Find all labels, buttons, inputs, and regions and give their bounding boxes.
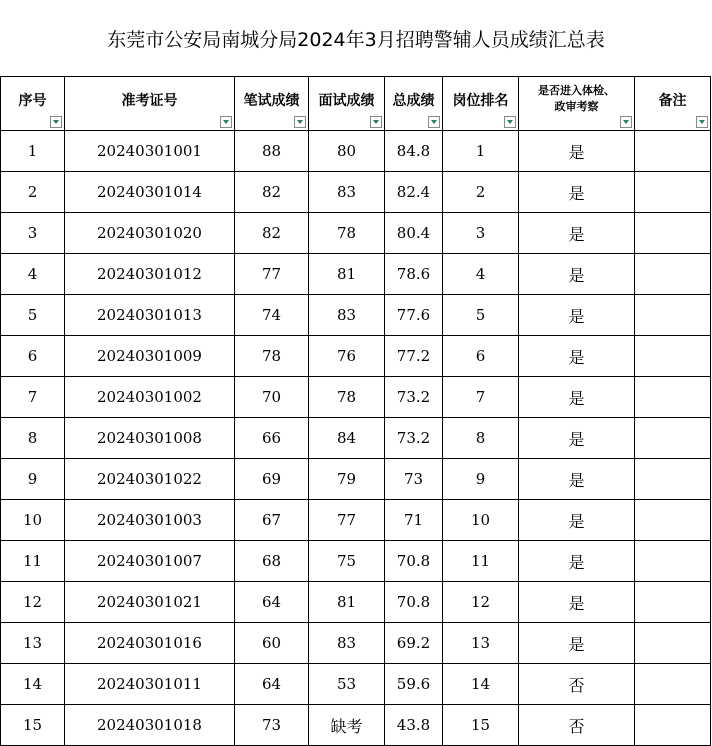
cell-rank[interactable]: 4: [443, 254, 519, 295]
cell-advance[interactable]: 否: [519, 705, 635, 746]
cell-interview[interactable]: 80: [309, 131, 385, 172]
cell-id[interactable]: 20240301018: [65, 705, 235, 746]
cell-interview[interactable]: 83: [309, 172, 385, 213]
table-row: [1, 377, 711, 418]
header-total: 总成绩: [385, 77, 443, 131]
cell-seq[interactable]: 1: [1, 131, 65, 172]
cell-advance[interactable]: 是: [519, 541, 635, 582]
cell-interview[interactable]: 83: [309, 295, 385, 336]
cell-written[interactable]: 60: [235, 623, 309, 664]
cell-note[interactable]: [635, 500, 711, 541]
cell-note[interactable]: [635, 131, 711, 172]
cell-total[interactable]: 59.6: [385, 664, 443, 705]
cell-note[interactable]: [635, 459, 711, 500]
cell-written[interactable]: 82: [235, 213, 309, 254]
cell-note[interactable]: [635, 295, 711, 336]
cell-note[interactable]: [635, 254, 711, 295]
cell-written[interactable]: 64: [235, 582, 309, 623]
header-id: 准考证号: [65, 77, 235, 131]
header-row: [1, 77, 711, 131]
filter-dropdown-icon[interactable]: [370, 116, 382, 128]
cell-seq[interactable]: 4: [1, 254, 65, 295]
header-rank: 岗位排名: [443, 77, 519, 131]
cell-rank[interactable]: 12: [443, 582, 519, 623]
cell-advance[interactable]: 是: [519, 213, 635, 254]
cell-interview[interactable]: 83: [309, 623, 385, 664]
table-row: [1, 623, 711, 664]
cell-seq[interactable]: 8: [1, 418, 65, 459]
cell-written[interactable]: 73: [235, 705, 309, 746]
cell-seq[interactable]: 5: [1, 295, 65, 336]
table-row: [1, 459, 711, 500]
table-row: [1, 254, 711, 295]
cell-rank[interactable]: 13: [443, 623, 519, 664]
cell-id[interactable]: 20240301011: [65, 664, 235, 705]
cell-note[interactable]: [635, 377, 711, 418]
cell-seq[interactable]: 10: [1, 500, 65, 541]
score-table: [0, 76, 711, 746]
cell-seq[interactable]: 9: [1, 459, 65, 500]
cell-note[interactable]: [635, 541, 711, 582]
cell-id[interactable]: 20240301020: [65, 213, 235, 254]
cell-seq[interactable]: 13: [1, 623, 65, 664]
table-row: [1, 336, 711, 377]
cell-id[interactable]: 20240301016: [65, 623, 235, 664]
cell-seq[interactable]: 14: [1, 664, 65, 705]
cell-note[interactable]: [635, 418, 711, 459]
cell-interview[interactable]: 76: [309, 336, 385, 377]
cell-rank[interactable]: 11: [443, 541, 519, 582]
table-row: [1, 295, 711, 336]
cell-advance[interactable]: 是: [519, 131, 635, 172]
cell-seq[interactable]: 7: [1, 377, 65, 418]
table-row: [1, 418, 711, 459]
cell-id[interactable]: 20240301021: [65, 582, 235, 623]
cell-rank[interactable]: 6: [443, 336, 519, 377]
cell-id[interactable]: 20240301009: [65, 336, 235, 377]
cell-note[interactable]: [635, 582, 711, 623]
table-row: [1, 541, 711, 582]
table-row: [1, 172, 711, 213]
cell-advance[interactable]: 是: [519, 500, 635, 541]
cell-written[interactable]: 82: [235, 172, 309, 213]
cell-advance[interactable]: 是: [519, 172, 635, 213]
header-written: 笔试成绩: [235, 77, 309, 131]
filter-dropdown-icon[interactable]: [294, 116, 306, 128]
cell-id[interactable]: 20240301013: [65, 295, 235, 336]
cell-total[interactable]: 73.2: [385, 377, 443, 418]
cell-seq[interactable]: 2: [1, 172, 65, 213]
header-interview: 面试成绩: [309, 77, 385, 131]
table-row: [1, 664, 711, 705]
cell-rank[interactable]: 14: [443, 664, 519, 705]
cell-id[interactable]: 20240301002: [65, 377, 235, 418]
cell-interview[interactable]: 81: [309, 254, 385, 295]
cell-interview[interactable]: 53: [309, 664, 385, 705]
cell-seq[interactable]: 15: [1, 705, 65, 746]
cell-note[interactable]: [635, 623, 711, 664]
cell-total[interactable]: 73: [385, 459, 443, 500]
cell-interview[interactable]: 77: [309, 500, 385, 541]
filter-dropdown-icon[interactable]: [220, 116, 232, 128]
cell-advance[interactable]: 是: [519, 418, 635, 459]
header-advance: 是否进入体检、政审考察: [519, 77, 635, 131]
cell-written[interactable]: 78: [235, 336, 309, 377]
filter-dropdown-icon[interactable]: [50, 116, 62, 128]
cell-total[interactable]: 84.8: [385, 131, 443, 172]
cell-total[interactable]: 77.2: [385, 336, 443, 377]
cell-advance[interactable]: 是: [519, 582, 635, 623]
filter-dropdown-icon[interactable]: [428, 116, 440, 128]
cell-advance[interactable]: 是: [519, 336, 635, 377]
cell-id[interactable]: 20240301022: [65, 459, 235, 500]
cell-interview[interactable]: 78: [309, 377, 385, 418]
cell-seq[interactable]: 6: [1, 336, 65, 377]
cell-seq[interactable]: 11: [1, 541, 65, 582]
cell-written[interactable]: 74: [235, 295, 309, 336]
cell-written[interactable]: 88: [235, 131, 309, 172]
cell-interview[interactable]: 75: [309, 541, 385, 582]
table-row: [1, 213, 711, 254]
cell-note[interactable]: [635, 705, 711, 746]
sheet-title: 东莞市公安局南城分局2024年3月招聘警辅人员成绩汇总表: [107, 28, 605, 51]
cell-advance[interactable]: 否: [519, 664, 635, 705]
cell-written[interactable]: 69: [235, 459, 309, 500]
cell-total[interactable]: 70.8: [385, 582, 443, 623]
cell-rank[interactable]: 8: [443, 418, 519, 459]
filter-dropdown-icon[interactable]: [620, 116, 632, 128]
cell-id[interactable]: 20240301001: [65, 131, 235, 172]
table-row: [1, 131, 711, 172]
filter-dropdown-icon[interactable]: [696, 116, 708, 128]
cell-interview[interactable]: 84: [309, 418, 385, 459]
cell-id[interactable]: 20240301003: [65, 500, 235, 541]
header-note: 备注: [635, 77, 711, 131]
cell-id[interactable]: 20240301008: [65, 418, 235, 459]
cell-interview[interactable]: 79: [309, 459, 385, 500]
cell-rank[interactable]: 10: [443, 500, 519, 541]
cell-written[interactable]: 77: [235, 254, 309, 295]
cell-total[interactable]: 43.8: [385, 705, 443, 746]
cell-total[interactable]: 77.6: [385, 295, 443, 336]
cell-written[interactable]: 68: [235, 541, 309, 582]
cell-note[interactable]: [635, 213, 711, 254]
cell-advance[interactable]: 是: [519, 459, 635, 500]
cell-rank[interactable]: 1: [443, 131, 519, 172]
table-row: [1, 582, 711, 623]
filter-dropdown-icon[interactable]: [504, 116, 516, 128]
cell-rank[interactable]: 5: [443, 295, 519, 336]
cell-id[interactable]: 20240301012: [65, 254, 235, 295]
cell-rank[interactable]: 9: [443, 459, 519, 500]
cell-note[interactable]: [635, 336, 711, 377]
cell-rank[interactable]: 3: [443, 213, 519, 254]
cell-written[interactable]: 66: [235, 418, 309, 459]
cell-interview[interactable]: 81: [309, 582, 385, 623]
cell-rank[interactable]: 2: [443, 172, 519, 213]
cell-interview[interactable]: 缺考: [309, 705, 385, 746]
cell-total[interactable]: 82.4: [385, 172, 443, 213]
cell-total[interactable]: 71: [385, 500, 443, 541]
cell-seq[interactable]: 12: [1, 582, 65, 623]
cell-rank[interactable]: 15: [443, 705, 519, 746]
cell-note[interactable]: [635, 664, 711, 705]
cell-id[interactable]: 20240301007: [65, 541, 235, 582]
cell-advance[interactable]: 是: [519, 295, 635, 336]
cell-interview[interactable]: 78: [309, 213, 385, 254]
cell-id[interactable]: 20240301014: [65, 172, 235, 213]
table-row: [1, 705, 711, 746]
cell-written[interactable]: 67: [235, 500, 309, 541]
cell-total[interactable]: 69.2: [385, 623, 443, 664]
cell-total[interactable]: 78.6: [385, 254, 443, 295]
header-seq: 序号: [1, 77, 65, 131]
cell-total[interactable]: 73.2: [385, 418, 443, 459]
cell-total[interactable]: 70.8: [385, 541, 443, 582]
cell-total[interactable]: 80.4: [385, 213, 443, 254]
cell-rank[interactable]: 7: [443, 377, 519, 418]
cell-advance[interactable]: 是: [519, 254, 635, 295]
cell-advance[interactable]: 是: [519, 377, 635, 418]
cell-note[interactable]: [635, 172, 711, 213]
cell-written[interactable]: 70: [235, 377, 309, 418]
cell-seq[interactable]: 3: [1, 213, 65, 254]
cell-advance[interactable]: 是: [519, 623, 635, 664]
cell-written[interactable]: 64: [235, 664, 309, 705]
table-row: [1, 500, 711, 541]
